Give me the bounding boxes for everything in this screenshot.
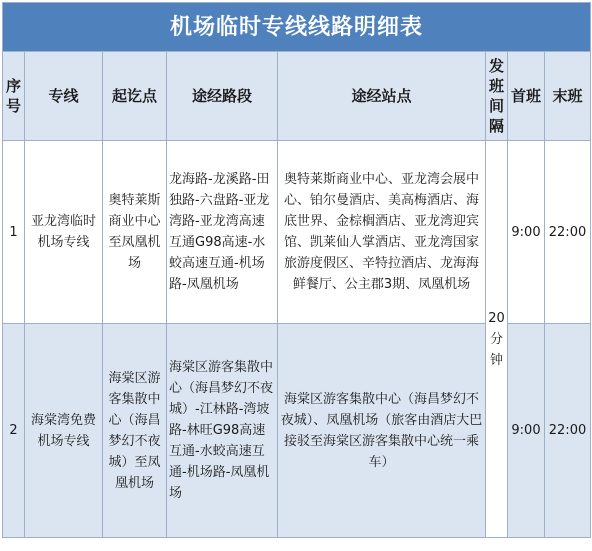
header-route: 途经路段	[167, 52, 278, 141]
header-row	[3, 52, 591, 141]
row-line: 海棠湾免费机场专线	[25, 324, 103, 538]
row-seq: 1	[3, 141, 25, 324]
route-detail-table	[2, 2, 591, 538]
header-last: 末班	[545, 52, 591, 141]
row-last: 22:00	[545, 324, 591, 538]
header-interval: 发班间隔	[486, 52, 508, 141]
row-stops: 海棠区游客集散中心（海昌梦幻不夜城）、凤凰机场（旅客由酒店大巴接驳至海棠区游客集散中心统一乘车）	[278, 324, 486, 538]
row-seq: 2	[3, 324, 25, 538]
header-first: 首班	[508, 52, 545, 141]
row-line: 亚龙湾临时机场专线	[25, 141, 103, 324]
row-route: 海棠区游客集散中心（海昌梦幻不夜城）-江林路-湾坡路-林旺G98高速互通-水蛟高速互通-机场路-凤凰机场	[167, 324, 278, 538]
interval-cell: 20分钟	[486, 141, 508, 538]
header-stops: 途经站点	[278, 52, 486, 141]
header-seq: 序号	[3, 52, 25, 141]
row-start-end: 奥特莱斯商业中心至凤凰机场	[103, 141, 167, 324]
row-route: 龙海路-龙溪路-田独路-六盘路-亚龙湾路-亚龙湾高速互通G98高速-水蛟高速互通-机场路-凤凰机场	[167, 141, 278, 324]
header-start-end: 起讫点	[103, 52, 167, 141]
row-first: 9:00	[508, 324, 545, 538]
title-row	[3, 3, 591, 52]
row-stops: 奥特莱斯商业中心、亚龙湾会展中心、铂尔曼酒店、美高梅酒店、海底世界、金棕榈酒店、亚龙湾迎宾馆、凯莱仙人掌酒店、亚龙湾国家旅游度假区、辛特拉酒店、龙海海鲜餐厅、公主郡3期、凤凰机场	[278, 141, 486, 324]
table-title: 机场临时专线线路明细表	[3, 3, 591, 52]
header-line: 专线	[25, 52, 103, 141]
row-last: 22:00	[545, 141, 591, 324]
route-table-container	[2, 2, 590, 549]
table-row	[3, 141, 591, 324]
row-first: 9:00	[508, 141, 545, 324]
row-start-end: 海棠区游客集散中心（海昌梦幻不夜城）至凤凰机场	[103, 324, 167, 538]
